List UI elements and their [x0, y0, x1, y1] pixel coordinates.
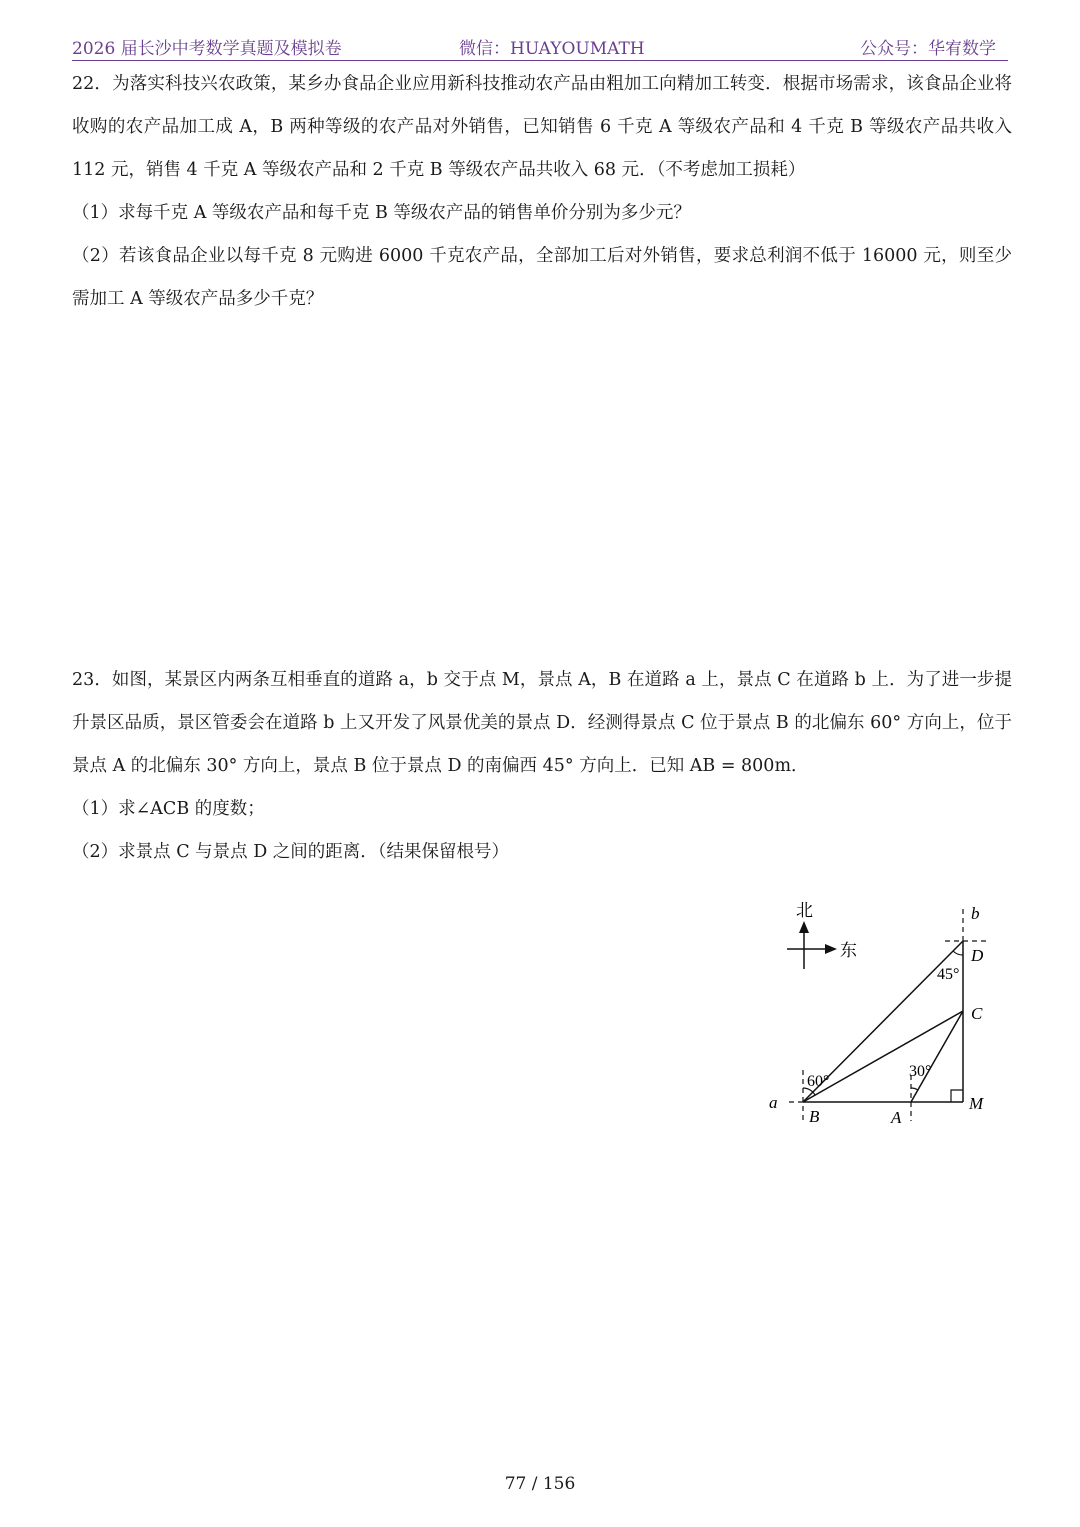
question-23-part2: （2）求景点 C 与景点 D 之间的距离．（结果保留根号） — [72, 842, 510, 862]
label-angle-30: 30° — [909, 1063, 932, 1080]
question-23 — [72, 659, 1012, 874]
north-label: 北 — [796, 901, 813, 920]
angle-arc-45 — [953, 951, 963, 955]
east-label: 东 — [840, 941, 857, 960]
header-title: 2026 届长沙中考数学真题及模拟卷 — [72, 39, 342, 59]
label-angle-45: 45° — [937, 966, 960, 983]
page-number: 77 / 156 — [504, 1474, 576, 1494]
label-D: D — [971, 946, 984, 965]
label-M: M — [969, 1094, 984, 1113]
angle-arc-30 — [911, 1088, 918, 1090]
question-22 — [72, 63, 1012, 321]
question-22-part2: （2）若该食品企业以每千克 8 元购进 6000 千克农产品，全部加工后对外销售，要求总利润不低于 16000 元，则至少需加工 A 等级农产品多少千克？ — [72, 246, 1012, 309]
question-23-part1: （1）求∠ACB 的度数； — [72, 799, 265, 819]
label-angle-60: 60° — [807, 1073, 830, 1090]
question-22-part1: （1）求每千克 A 等级农产品和每千克 B 等级农产品的销售单价分别为多少元？ — [72, 203, 691, 223]
label-b: b — [971, 904, 980, 923]
segment-AC — [911, 1011, 963, 1102]
header-wechat: 微信：HUAYOUMATH — [459, 39, 645, 59]
label-C: C — [971, 1004, 983, 1023]
page-header — [72, 30, 1008, 61]
label-B: B — [809, 1107, 820, 1126]
label-A: A — [891, 1108, 902, 1127]
right-angle-mark — [951, 1090, 963, 1102]
compass-icon — [787, 921, 837, 969]
geometry-figure — [755, 895, 1005, 1135]
question-22-stem: 22．为落实科技兴农政策，某乡办食品企业应用新科技推动农产品由粗加工向精加工转变．根据市场需求，该食品企业将收购的农产品加工成 A，B 两种等级的农产品对外销售，已知销售 6 千克 A 等级农产品和 4 千克 B 等级农产品共收入 112 元，销售 4 千克 A 等级农产品和 2 千克 B 等级农产品共收入 68 元．（不考虑加工损耗） — [72, 74, 1012, 180]
label-a: a — [769, 1093, 778, 1112]
figure-svg — [755, 895, 1005, 1135]
question-23-stem: 23．如图，某景区内两条互相垂直的道路 a，b 交于点 M，景点 A，B 在道路 a 上，景点 C 在道路 b 上．为了进一步提升景区品质，景区管委会在道路 b 上又开发了风景优美的景点 D．经测得景点 C 位于景点 B 的北偏东 60° 方向上，位于景点 A 的北偏东 30° 方向上，景点 B 位于景点 D 的南偏西 45° 方向上．已知 AB = 800m． — [72, 670, 1012, 776]
header-account: 公众号：华宥数学 — [860, 39, 996, 59]
